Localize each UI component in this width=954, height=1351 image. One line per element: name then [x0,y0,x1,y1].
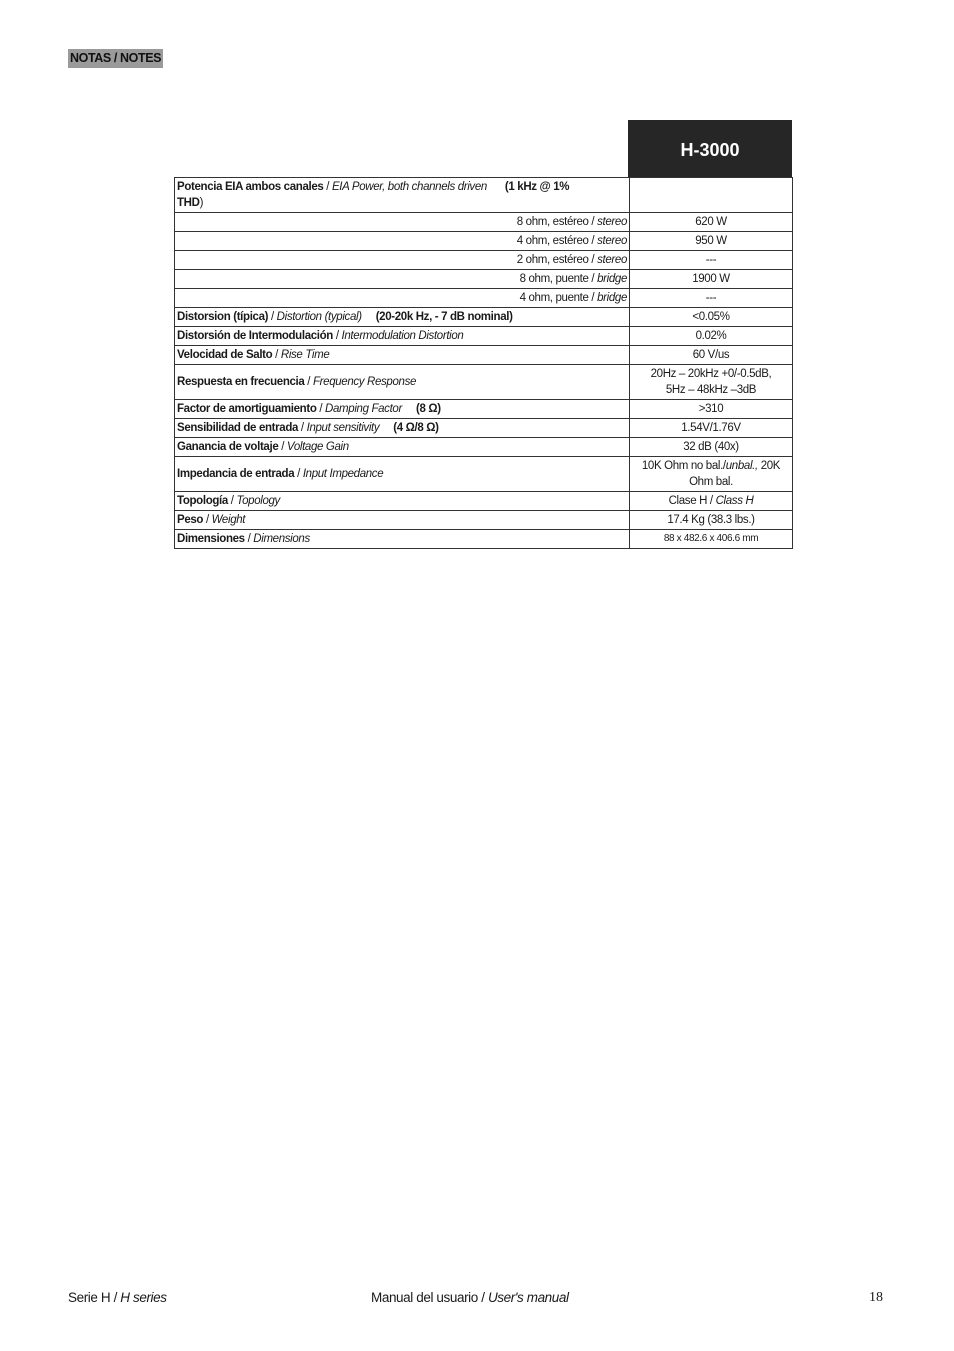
label-sep: / [278,441,287,453]
footer-series [68,1290,167,1305]
spec-value [630,365,793,400]
spec-value: --- [630,251,793,270]
spec-value: 60 V/us [630,346,793,365]
label-en: Voltage Gain [286,441,349,453]
label-es: Topología [177,495,228,507]
spec-value: --- [630,289,793,308]
label-es: Distorsión de Intermodulación [177,330,333,342]
label-sep: / [203,514,212,526]
spec-value [630,492,793,511]
label-en: Distortion (typical) [276,311,362,323]
label-en: EIA Power, both channels driven [331,181,487,193]
footer-series-es: Serie H / [68,1290,121,1305]
spec-label [175,178,630,213]
table-row [175,511,793,530]
label-es: Sensibilidad de entrada [177,422,299,434]
spec-label [175,530,630,549]
label-cond-close: ) [199,197,204,209]
spec-label [175,492,630,511]
label-sep: / [316,403,326,415]
spec-label [175,289,630,308]
table-row [175,400,793,419]
table-row [175,457,793,492]
spec-value: 17.4 Kg (38.3 lbs.) [630,511,793,530]
label-sep: / [298,422,307,434]
spec-label [175,270,630,289]
footer-series-en: H series [120,1290,167,1305]
spec-label [175,511,630,530]
label-sep: / [272,349,281,361]
label-es: 4 ohm, estéreo [516,235,589,247]
label-en: Rise Time [280,349,330,361]
label-en: bridge [597,292,627,304]
spec-value: >310 [630,400,793,419]
label-es: Dimensiones [177,533,245,545]
label-en: stereo [597,216,627,228]
spec-value: 620 W [630,213,793,232]
label-en: Frequency Response [313,376,417,388]
spec-label [175,308,630,327]
table-row [175,530,793,549]
label-en: bridge [597,273,627,285]
label-en: Damping Factor [325,403,402,415]
spec-label [175,400,630,419]
spec-label [175,419,630,438]
table-row [175,178,793,213]
label-en: Input Impedance [302,468,384,480]
spec-value: 1900 W [630,270,793,289]
value-part: Clase H / [668,495,716,507]
label-cond: (8 Ω) [415,403,441,415]
value-line: 20Hz – 20kHz +0/-0.5dB, [650,368,772,380]
label-en: stereo [597,254,627,266]
label-sep: / [304,376,313,388]
label-es: Distorsion (típica) [177,311,269,323]
table-row [175,232,793,251]
table-row [175,492,793,511]
table-row [175,438,793,457]
label-en: stereo [597,235,627,247]
footer-manual [371,1290,569,1305]
table-row [175,251,793,270]
label-cond: (4 Ω/8 Ω) [393,422,439,434]
value-part: 20K Ohm bal. [689,460,781,488]
label-es: Respuesta en frecuencia [177,376,305,388]
label-es: 8 ohm, puente [519,273,589,285]
label-es: Factor de amortiguamiento [177,403,317,415]
label-en: Intermodulation Distortion [341,330,464,342]
table-row [175,270,793,289]
table-row [175,327,793,346]
spec-value: 950 W [630,232,793,251]
spec-label [175,346,630,365]
label-sep: / [294,468,303,480]
footer-manual-es: Manual del usuario / [371,1290,488,1305]
spec-label [175,327,630,346]
table-row [175,213,793,232]
value-part: Class H [715,495,754,507]
spec-value: 1.54V/1.76V [630,419,793,438]
spec-value: <0.05% [630,308,793,327]
table-row [175,365,793,400]
spec-label [175,438,630,457]
label-es: Ganancia de voltaje [177,441,279,453]
label-sep: / [323,181,332,193]
page-number: 18 [869,1290,883,1305]
label-es: Peso [177,514,204,526]
footer-manual-en: User's manual [487,1290,569,1305]
label-es: 2 ohm, estéreo [516,254,589,266]
spec-value: 32 dB (40x) [630,438,793,457]
label-sep: / [588,254,598,266]
spec-value [630,457,793,492]
label-sep: / [332,330,342,342]
value-line: 5Hz – 48kHz –3dB [665,384,757,396]
value-part: 10K Ohm no bal./ [641,460,726,472]
label-cond: (20-20k Hz, - 7 dB nominal) [375,311,513,323]
label-cond: (1 kHz @ 1% [504,181,570,193]
label-en: Dimensions [253,533,310,545]
value-part: unbal., [725,460,758,472]
table-row [175,308,793,327]
spec-label [175,232,630,251]
spec-value [630,178,793,213]
label-es: 8 ohm, estéreo [516,216,589,228]
label-sep: / [588,273,598,285]
table-row [175,289,793,308]
label-en: Input sensitivity [306,422,380,434]
label-sep: / [244,533,254,545]
label-cond-cont: THD [177,197,200,209]
label-sep: / [268,311,277,323]
table-row [175,419,793,438]
specs-table [174,177,793,549]
label-es: 4 ohm, puente [519,292,589,304]
spec-label [175,213,630,232]
label-en: Weight [211,514,246,526]
label-sep: / [227,495,237,507]
table-row [175,346,793,365]
label-es: Velocidad de Salto [177,349,273,361]
label-es: Impedancia de entrada [177,468,295,480]
label-sep: / [588,216,598,228]
spec-value: 88 x 482.6 x 406.6 mm [630,530,793,549]
spec-label [175,251,630,270]
spec-label [175,457,630,492]
spec-label [175,365,630,400]
label-es: Potencia EIA ambos canales [177,181,324,193]
label-en: Topology [236,495,280,507]
notes-heading: NOTAS / NOTES [68,49,163,68]
label-sep: / [588,235,598,247]
label-sep: / [588,292,598,304]
spec-value: 0.02% [630,327,793,346]
model-header: H-3000 [628,120,792,178]
